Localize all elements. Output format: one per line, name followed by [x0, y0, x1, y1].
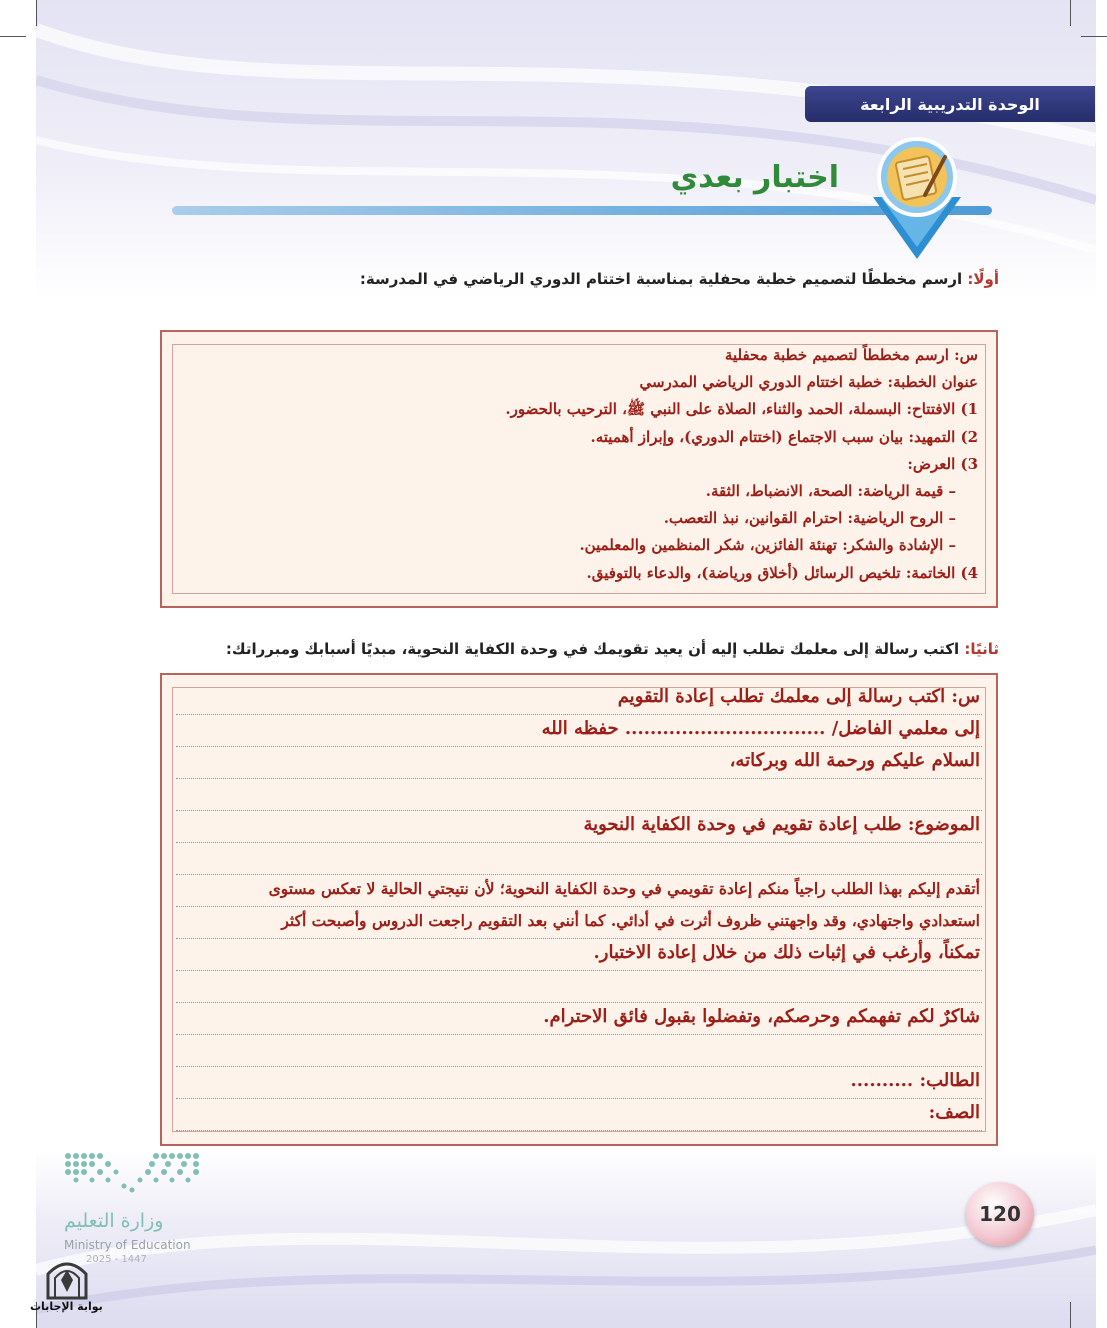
- letter-line: [176, 843, 982, 875]
- letter-line: إلى معلمي الفاضل/ ................................ حفظه الله: [176, 715, 982, 747]
- letter-line: أتقدم إليكم بهذا الطلب راجياً منكم إعادة تقويمي في وحدة الكفاية النحوية؛ لأن نتيجتي الحالية لا تعكس مستوى: [176, 875, 982, 907]
- crop-mark: [36, 0, 37, 26]
- ministry-name-arabic: وزارة التعليم: [64, 1210, 164, 1232]
- question-1-label: أولًا:: [967, 270, 999, 288]
- answer-line: س: ارسم مخططاً لتصميم خطبة محفلية: [724, 346, 978, 364]
- page-number-badge: 120: [966, 1182, 1034, 1246]
- letter-line: الصف:: [176, 1099, 982, 1131]
- letter-line: الطالب: ..........: [176, 1067, 982, 1099]
- question-2-prompt: [226, 640, 999, 658]
- answer-2-box: [160, 673, 998, 1146]
- crop-mark: [0, 36, 26, 37]
- ministry-logo: [62, 1150, 202, 1270]
- letter-line: الموضوع: طلب إعادة تقويم في وحدة الكفاية النحوية: [176, 811, 982, 843]
- portal-arch-icon: [30, 1254, 104, 1300]
- letter-line: [176, 971, 982, 1003]
- portal-name: بوابة الإجابات: [30, 1300, 103, 1313]
- letter-line: السلام عليكم ورحمة الله وبركاته،: [176, 747, 982, 779]
- answer-line: – الإشادة والشكر: تهنئة الفائزين، شكر المنظمين والمعلمين.: [579, 536, 956, 555]
- letter-line: استعدادي واجتهادي، وقد واجهتني ظروف أثرت في أدائي. كما أنني بعد التقويم راجعت الدروس وأصبحت أكثر: [176, 907, 982, 939]
- section-title: اختبار بعدي: [670, 160, 839, 195]
- crop-mark: [1081, 36, 1107, 37]
- letter-line: [176, 779, 982, 811]
- answer-line: – قيمة الرياضة: الصحة، الانضباط، الثقة.: [705, 482, 956, 501]
- answer-line: 1) الافتتاح: البسملة، الحمد والثناء، الصلاة على النبي ﷺ، الترحيب بالحضور.: [505, 400, 978, 419]
- letter-line: [176, 1035, 982, 1067]
- answer-line: عنوان الخطبة: خطبة اختتام الدوري الرياضي المدرسي: [639, 373, 978, 392]
- answer-1-text: [178, 342, 978, 587]
- test-icon: [863, 135, 971, 261]
- question-2-label: ثانيًا:: [964, 640, 999, 658]
- answer-line: – الروح الرياضية: احترام القوانين، نبذ التعصب.: [663, 509, 956, 528]
- letter-line: تمكناً، وأرغب في إثبات ذلك من خلال إعادة الاختبار.: [176, 939, 982, 971]
- question-1-text: ارسم مخططًا لتصميم خطبة محفلية بمناسبة اختتام الدوري الرياضي في المدرسة:: [359, 270, 963, 288]
- answer-line: 2) التمهيد: بيان سبب الاجتماع (اختتام الدوري)، وإبراز أهميته.: [590, 427, 978, 446]
- answer-line: 4) الخاتمة: تلخيص الرسائل (أخلاق ورياضة)، والدعاء بالتوفيق.: [586, 563, 978, 582]
- letter-line: شاكرٌ لكم تفهمكم وحرصكم، وتفضلوا بقبول فائق الاحترام.: [176, 1003, 982, 1035]
- question-2-text: اكتب رسالة إلى معلمك تطلب إليه أن يعيد تقويمك في وحدة الكفاية النحوية، مبديًا أسبابك ومبرراتك:: [225, 640, 960, 658]
- letter-line: س: اكتب رسالة إلى معلمك تطلب إعادة التقويم: [176, 683, 982, 715]
- ministry-dots-icon: [62, 1150, 202, 1200]
- crop-mark: [1070, 1302, 1071, 1328]
- answer-line: 3) العرض:: [907, 454, 978, 473]
- ministry-name-english: Ministry of Education: [64, 1238, 191, 1252]
- unit-banner: الوحدة التدريبية الرابعة: [805, 86, 1095, 122]
- ministry-year: 2025 - 1447: [86, 1254, 147, 1265]
- answer-1-box: [160, 330, 998, 608]
- crop-mark: [1070, 0, 1071, 26]
- question-1-prompt: [360, 270, 999, 288]
- portal-watermark: [30, 1254, 104, 1320]
